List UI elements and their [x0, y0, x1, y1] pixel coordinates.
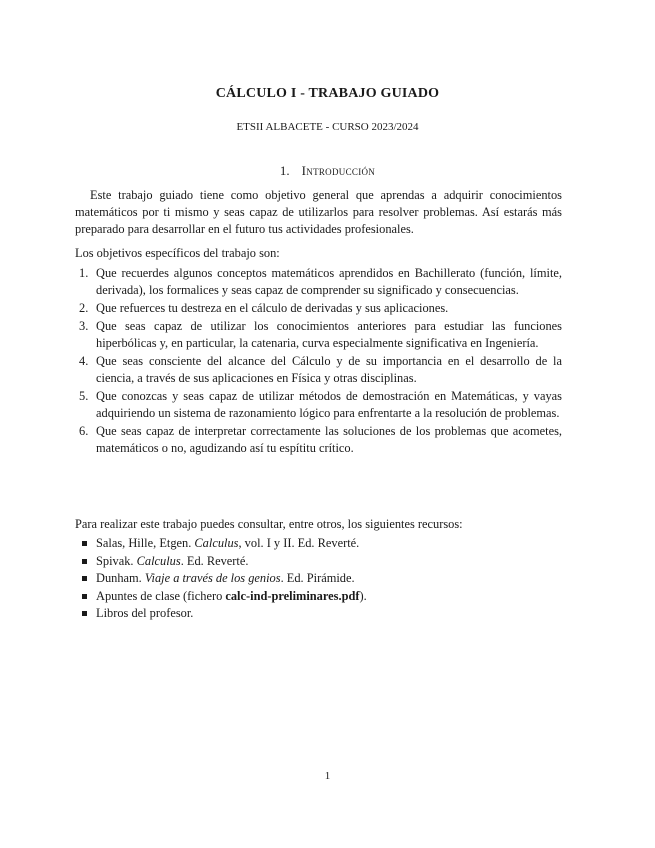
item-text: Que recuerdes algunos conceptos matemáticos aprendidos en Bachillerato (función, límite, derivada), los formalices y seas capaz de comprender su significado y consecuencias. [96, 266, 562, 297]
page-number: 1 [324, 770, 331, 782]
section-heading [0, 163, 655, 179]
list-item [75, 535, 562, 553]
objectives-lead: Los objetivos específicos del trabajo son: [75, 246, 280, 260]
list-item [75, 553, 562, 571]
item-text: Que seas capaz de interpretar correctamente las soluciones de los problemas que acometes, matemáticos o no, agudizando así tu espítitu crítico. [96, 424, 562, 455]
resource-text: Libros del profesor. [96, 606, 194, 620]
resource-text: Dunham. [96, 571, 145, 585]
section-number: 1. [279, 163, 290, 178]
bullet-square-icon [82, 576, 87, 581]
intro-paragraph: Este trabajo guiado tiene como objetivo general que aprendas a adquirir conocimientos matemáticos por ti mismo y seas capaz de utilizarlos para resolver problemas. Así estarás más preparado para desarrollar en el futuro tus actividades profesionales. [75, 188, 562, 236]
item-number: 2. [79, 301, 89, 315]
list-item [75, 353, 562, 387]
list-item [75, 300, 562, 317]
bullet-square-icon [82, 594, 87, 599]
list-item [75, 318, 562, 352]
resource-title: Viaje a través de los genios [144, 571, 281, 585]
item-number: 5. [79, 389, 89, 403]
item-number: 3. [79, 319, 89, 333]
resources-lead: Para realizar este trabajo puedes consultar, entre otros, los siguientes recursos: [75, 517, 463, 531]
list-item [75, 588, 562, 606]
document-subtitle: ETSII ALBACETE - CURSO 2023/2024 [236, 121, 419, 133]
bullet-square-icon [82, 611, 87, 616]
resources-list [75, 535, 562, 623]
item-number: 1. [79, 266, 89, 280]
item-text: Que conozcas y seas capaz de utilizar métodos de demostración en Matemáticas, y vayas adquiriendo un sistema de razonamiento lógico para enfrentarte a la resolución de problemas. [96, 389, 562, 420]
resource-text: Spivak. [96, 553, 137, 568]
item-text: Que seas consciente del alcance del Cálculo y de su importancia en el desarrollo de la ciencia, a través de sus aplicaciones en Física y otras disciplinas. [96, 354, 562, 385]
resource-text-end: , vol. I y II. Ed. Reverté. [238, 536, 360, 550]
item-number: 6. [79, 424, 89, 438]
resource-title: Calculus [136, 553, 181, 568]
section-title: Introducción [301, 163, 376, 178]
document-title: CÁLCULO I - TRABAJO GUIADO [215, 86, 440, 101]
resource-text-end: . Ed. Pirámide. [280, 571, 355, 585]
item-text: Que seas capaz de utilizar los conocimientos anteriores para estudiar las funciones hiperbólicas y, en particular, la catenaria, curva especialmente significativa en Ingeniería. [96, 319, 562, 350]
list-item [75, 388, 562, 422]
resource-title: Calculus [194, 536, 239, 550]
resource-text: Apuntes de clase (fichero [96, 588, 226, 603]
list-item [75, 570, 562, 588]
list-item [75, 605, 562, 623]
item-number: 4. [79, 354, 89, 368]
bullet-square-icon [82, 559, 87, 564]
resource-filename: calc-ind-preliminares.pdf [225, 588, 360, 603]
resource-text-end: . Ed. Reverté. [180, 553, 249, 568]
resource-text-end: ). [359, 588, 367, 603]
objectives-list [75, 265, 562, 458]
item-text: Que refuerces tu destreza en el cálculo de derivadas y sus aplicaciones. [96, 301, 449, 315]
list-item [75, 423, 562, 457]
list-item [75, 265, 562, 299]
resource-text: Salas, Hille, Etgen. [96, 536, 195, 550]
bullet-square-icon [82, 541, 87, 546]
